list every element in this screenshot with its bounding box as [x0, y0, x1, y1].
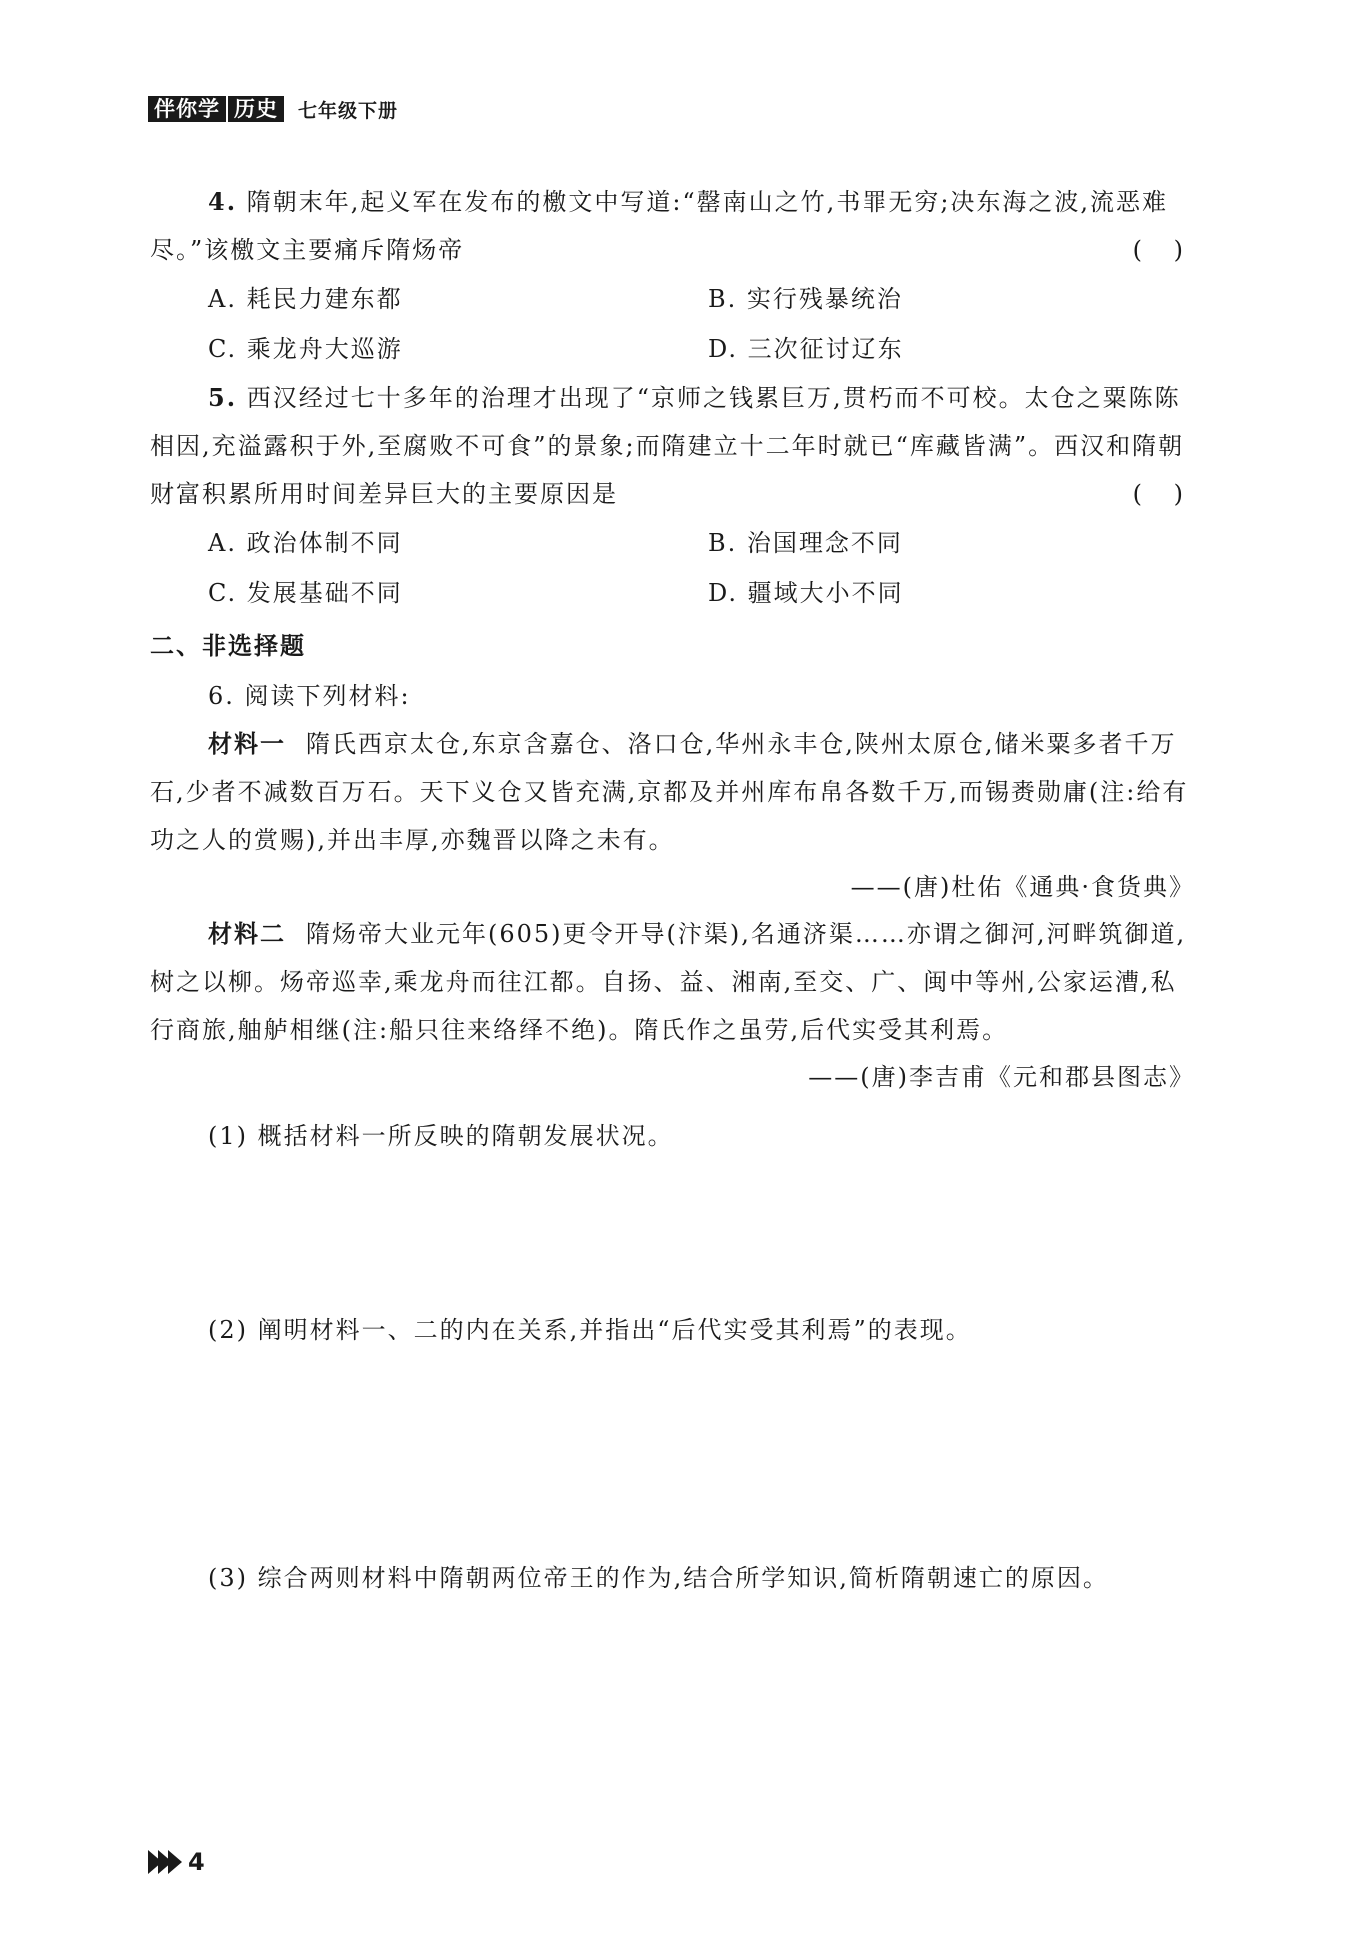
material-1-source: ——(唐)杜佑《通典·食货典》	[850, 873, 1195, 901]
page-footer	[148, 1848, 205, 1876]
question-4-number: 4.	[208, 187, 238, 216]
answer-space-2	[150, 1354, 1195, 1554]
page-header	[148, 96, 398, 122]
sub-question-1: (1) 概括材料一所反映的隋朝发展状况。	[208, 1122, 674, 1150]
option-a: A. 耗民力建东都	[208, 285, 403, 313]
answer-space-1	[150, 1160, 1195, 1306]
series-brand: 伴你学	[154, 97, 220, 121]
question-6-intro: 6. 阅读下列材料:	[208, 682, 411, 710]
option-b: B. 治国理念不同	[708, 529, 903, 557]
option-b: B. 实行残暴统治	[708, 285, 903, 313]
question-5-answer-blank: ( )	[1132, 480, 1195, 508]
material-1-text: 隋氏西京太仓,东京含嘉仓、洛口仓,华州永丰仓,陕州太原仓,储米粟多者千万石,少者不减数百万石。天下义仓又皆充满,京都及并州库布帛各数千万,而锡赉勋庸(注:给有功之人的赏赐),并出丰厚,亦魏晋以降之未有。	[150, 730, 1189, 854]
question-5-number: 5.	[208, 383, 238, 412]
option-d: D. 疆域大小不同	[708, 579, 904, 607]
material-2-text: 隋炀帝大业元年(605)更令开导(汴渠),名通济渠……亦谓之御河,河畔筑御道,树之以柳。炀帝巡幸,乘龙舟而往江都。自扬、益、湘南,至交、广、闽中等州,公家运漕,私行商旅,舳舻相继(注:船只往来络绎不绝)。隋氏作之虽劳,后代实受其利焉。	[150, 920, 1187, 1044]
question-5-options	[208, 518, 1195, 618]
material-2-label: 材料二	[208, 920, 286, 948]
page-number: 4	[188, 1848, 205, 1876]
option-c: C. 乘龙舟大巡游	[208, 335, 403, 363]
section-title: 二、非选择题	[150, 632, 306, 660]
question-4	[150, 178, 1195, 274]
question-4-answer-blank: ( )	[1132, 236, 1195, 264]
sub-question-3: (3) 综合两则材料中隋朝两位帝王的作为,结合所学知识,简析隋朝速亡的原因。	[208, 1564, 1109, 1592]
question-4-stem: 隋朝末年,起义军在发布的檄文中写道:“罄南山之竹,书罪无穷;决东海之波,流恶难尽。”该檄文主要痛斥隋炀帝	[150, 188, 1169, 264]
option-d: D. 三次征讨辽东	[708, 335, 904, 363]
series-badge	[148, 96, 284, 122]
page-content	[150, 178, 1195, 1602]
chevron-arrows-icon	[148, 1850, 178, 1874]
question-5-stem: 西汉经过七十多年的治理才出现了“京师之钱累巨万,贯朽而不可校。太仓之粟陈陈相因,充溢露积于外,至腐败不可食”的景象;而隋建立十二年时就已“库藏皆满”。西汉和隋朝财富积累所用时间差异巨大的主要原因是	[150, 384, 1185, 508]
sub-question-2: (2) 阐明材料一、二的内在关系,并指出“后代实受其利焉”的表现。	[208, 1316, 972, 1344]
question-5	[150, 374, 1195, 518]
material-1	[150, 720, 1195, 864]
series-grade: 七年级下册	[298, 99, 399, 122]
material-2-source: ——(唐)李吉甫《元和郡县图志》	[808, 1063, 1195, 1091]
option-c: C. 发展基础不同	[208, 579, 403, 607]
series-subject: 历史	[226, 96, 278, 122]
material-1-label: 材料一	[208, 730, 286, 758]
option-a: A. 政治体制不同	[208, 529, 403, 557]
material-2	[150, 910, 1195, 1054]
question-4-options	[208, 274, 1195, 374]
